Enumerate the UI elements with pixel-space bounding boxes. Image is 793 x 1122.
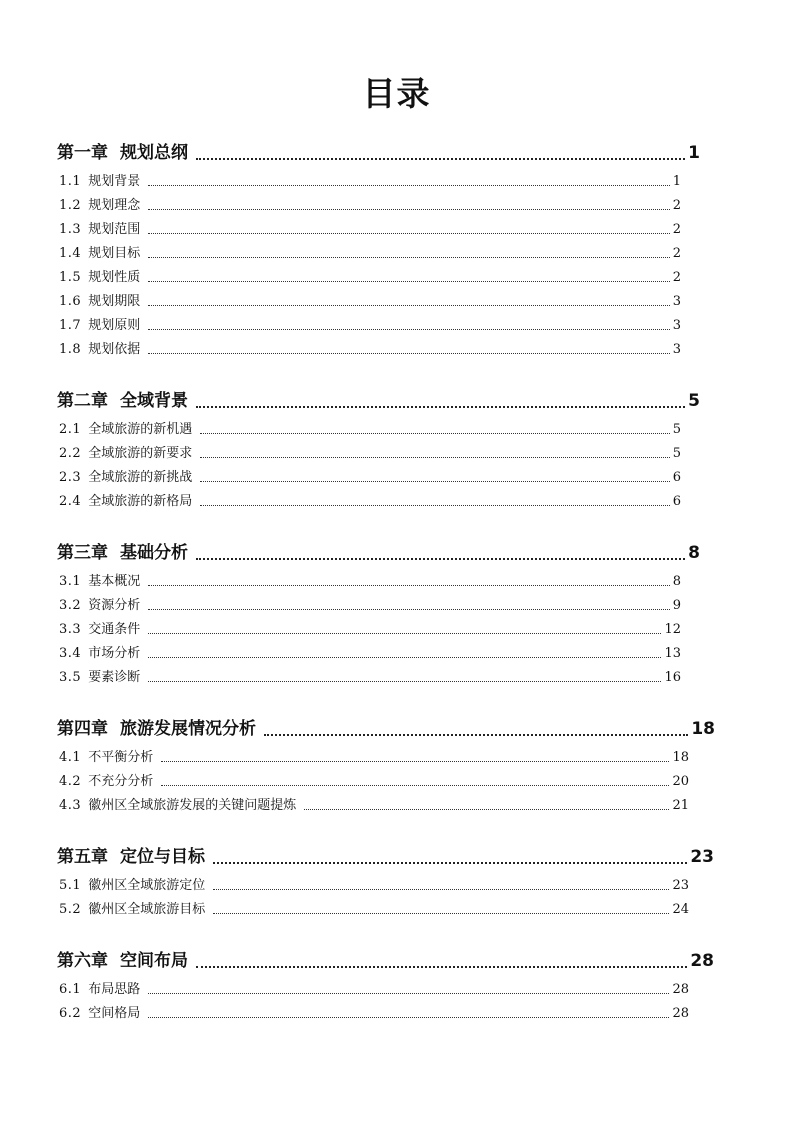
toc-section-4-1[interactable] — [59, 748, 689, 768]
section-title: 规划期限 — [88, 294, 141, 309]
toc-section-5-2[interactable] — [59, 900, 689, 920]
chapter-page-number: 1 — [688, 143, 700, 163]
section-page-number: 5 — [672, 446, 681, 461]
section-page-number: 5 — [672, 422, 681, 437]
dot-leader — [213, 913, 669, 914]
dot-leader — [148, 633, 661, 634]
dot-leader — [148, 233, 670, 234]
section-title: 规划依据 — [88, 342, 141, 357]
section-page-number: 2 — [672, 222, 681, 237]
section-number: 6.2 — [59, 1006, 82, 1021]
section-title: 全域旅游的新要求 — [88, 446, 193, 461]
section-page-number: 28 — [672, 1006, 689, 1021]
toc-section-3-3[interactable] — [59, 620, 681, 640]
section-title: 市场分析 — [88, 646, 141, 661]
section-title: 不充分分析 — [88, 774, 154, 789]
section-title: 要素诊断 — [88, 670, 141, 685]
toc-title: 目录 — [362, 74, 431, 113]
section-number: 4.2 — [59, 774, 82, 789]
toc-section-6-1[interactable] — [59, 980, 689, 1000]
section-number: 1.5 — [59, 270, 82, 285]
section-title: 交通条件 — [88, 622, 141, 637]
toc-section-2-2[interactable] — [59, 444, 681, 464]
dot-leader — [200, 457, 670, 458]
section-title: 规划理念 — [88, 198, 141, 213]
toc-section-3-4[interactable] — [59, 644, 681, 664]
section-page-number: 3 — [672, 342, 681, 357]
chapter-title: 基础分析 — [120, 543, 188, 563]
section-page-number: 13 — [664, 646, 681, 661]
section-title: 规划原则 — [88, 318, 141, 333]
toc-section-5-1[interactable] — [59, 876, 689, 896]
dot-leader — [148, 353, 670, 354]
toc-chapter-4[interactable] — [57, 716, 715, 742]
section-title: 徽州区全域旅游定位 — [88, 878, 206, 893]
section-title: 基本概况 — [88, 574, 141, 589]
toc-section-3-2[interactable] — [59, 596, 681, 616]
dot-leader — [148, 609, 670, 610]
section-page-number: 3 — [672, 318, 681, 333]
section-page-number: 1 — [672, 174, 681, 189]
section-number: 1.4 — [59, 246, 82, 261]
dot-leader — [200, 481, 670, 482]
chapter-title: 定位与目标 — [120, 847, 205, 867]
dot-leader — [196, 966, 687, 968]
section-number: 2.1 — [59, 422, 82, 437]
toc-section-1-7[interactable] — [59, 316, 681, 336]
toc-section-3-5[interactable] — [59, 668, 681, 688]
chapter-title: 全域背景 — [120, 391, 188, 411]
chapter-title: 规划总纲 — [120, 143, 188, 163]
chapter-number: 第五章 — [57, 847, 108, 867]
dot-leader — [200, 433, 670, 434]
dot-leader — [148, 657, 661, 658]
toc-chapter-1[interactable] — [57, 140, 700, 166]
toc-section-1-1[interactable] — [59, 172, 681, 192]
section-page-number: 28 — [672, 982, 689, 997]
section-number: 1.6 — [59, 294, 82, 309]
toc-section-2-3[interactable] — [59, 468, 681, 488]
dot-leader — [161, 761, 669, 762]
section-page-number: 2 — [672, 270, 681, 285]
toc-section-2-4[interactable] — [59, 492, 681, 512]
section-number: 3.1 — [59, 574, 82, 589]
toc-section-1-8[interactable] — [59, 340, 681, 360]
dot-leader — [213, 889, 669, 890]
section-page-number: 21 — [672, 798, 689, 813]
dot-leader — [148, 1017, 669, 1018]
dot-leader — [148, 585, 670, 586]
toc-chapter-2[interactable] — [57, 388, 700, 414]
section-title: 不平衡分析 — [88, 750, 154, 765]
section-number: 2.4 — [59, 494, 82, 509]
section-number: 5.2 — [59, 902, 82, 917]
section-number: 1.2 — [59, 198, 82, 213]
dot-leader — [264, 734, 688, 736]
section-page-number: 6 — [672, 470, 681, 485]
toc-section-4-2[interactable] — [59, 772, 689, 792]
chapter-number: 第一章 — [57, 143, 108, 163]
chapter-number: 第六章 — [57, 951, 108, 971]
section-page-number: 3 — [672, 294, 681, 309]
toc-section-4-3[interactable] — [59, 796, 689, 816]
section-title: 全域旅游的新挑战 — [88, 470, 193, 485]
toc-chapter-3[interactable] — [57, 540, 700, 566]
dot-leader — [148, 993, 669, 994]
section-page-number: 2 — [672, 198, 681, 213]
dot-leader — [196, 158, 685, 160]
dot-leader — [196, 558, 685, 560]
section-title: 全域旅游的新机遇 — [88, 422, 193, 437]
section-title: 全域旅游的新格局 — [88, 494, 193, 509]
chapter-page-number: 5 — [688, 391, 700, 411]
section-number: 3.2 — [59, 598, 82, 613]
chapter-number: 第三章 — [57, 543, 108, 563]
section-page-number: 6 — [672, 494, 681, 509]
toc-chapter-6[interactable] — [57, 948, 714, 974]
toc-section-1-5[interactable] — [59, 268, 681, 288]
section-number: 1.7 — [59, 318, 82, 333]
section-page-number: 23 — [672, 878, 689, 893]
section-number: 3.3 — [59, 622, 82, 637]
section-page-number: 16 — [664, 670, 681, 685]
section-title: 规划背景 — [88, 174, 141, 189]
chapter-number: 第四章 — [57, 719, 108, 739]
section-title: 规划目标 — [88, 246, 141, 261]
toc-section-1-2[interactable] — [59, 196, 681, 216]
dot-leader — [196, 406, 685, 408]
section-number: 3.4 — [59, 646, 82, 661]
section-page-number: 2 — [672, 246, 681, 261]
section-number: 1.1 — [59, 174, 82, 189]
section-number: 3.5 — [59, 670, 82, 685]
section-title: 规划性质 — [88, 270, 141, 285]
section-title: 徽州区全域旅游目标 — [88, 902, 206, 917]
section-number: 6.1 — [59, 982, 82, 997]
dot-leader — [304, 809, 669, 810]
section-number: 1.3 — [59, 222, 82, 237]
chapter-number: 第二章 — [57, 391, 108, 411]
section-number: 5.1 — [59, 878, 82, 893]
section-page-number: 9 — [672, 598, 681, 613]
section-page-number: 20 — [672, 774, 689, 789]
section-number: 2.2 — [59, 446, 82, 461]
section-title: 徽州区全域旅游发展的关键问题提炼 — [88, 798, 297, 813]
section-page-number: 18 — [672, 750, 689, 765]
dot-leader — [148, 305, 670, 306]
section-page-number: 8 — [672, 574, 681, 589]
dot-leader — [200, 505, 670, 506]
toc-section-6-2[interactable] — [59, 1004, 689, 1024]
section-title: 空间格局 — [88, 1006, 141, 1021]
dot-leader — [161, 785, 669, 786]
toc-chapter-5[interactable] — [57, 844, 714, 870]
dot-leader — [148, 329, 670, 330]
section-title: 规划范围 — [88, 222, 141, 237]
chapter-page-number: 18 — [691, 719, 715, 739]
section-title: 资源分析 — [88, 598, 141, 613]
chapter-page-number: 23 — [690, 847, 714, 867]
section-title: 布局思路 — [88, 982, 141, 997]
section-number: 1.8 — [59, 342, 82, 357]
dot-leader — [148, 681, 661, 682]
chapter-page-number: 28 — [690, 951, 714, 971]
dot-leader — [213, 862, 687, 864]
dot-leader — [148, 281, 670, 282]
toc-section-1-4[interactable] — [59, 244, 681, 264]
section-number: 2.3 — [59, 470, 82, 485]
chapter-page-number: 8 — [688, 543, 700, 563]
toc-section-1-3[interactable] — [59, 220, 681, 240]
chapter-title: 空间布局 — [120, 951, 188, 971]
dot-leader — [148, 185, 670, 186]
dot-leader — [148, 257, 670, 258]
section-number: 4.1 — [59, 750, 82, 765]
toc-section-1-6[interactable] — [59, 292, 681, 312]
section-page-number: 12 — [664, 622, 681, 637]
toc-section-2-1[interactable] — [59, 420, 681, 440]
dot-leader — [148, 209, 670, 210]
chapter-title: 旅游发展情况分析 — [120, 719, 256, 739]
toc-section-3-1[interactable] — [59, 572, 681, 592]
section-number: 4.3 — [59, 798, 82, 813]
section-page-number: 24 — [672, 902, 689, 917]
